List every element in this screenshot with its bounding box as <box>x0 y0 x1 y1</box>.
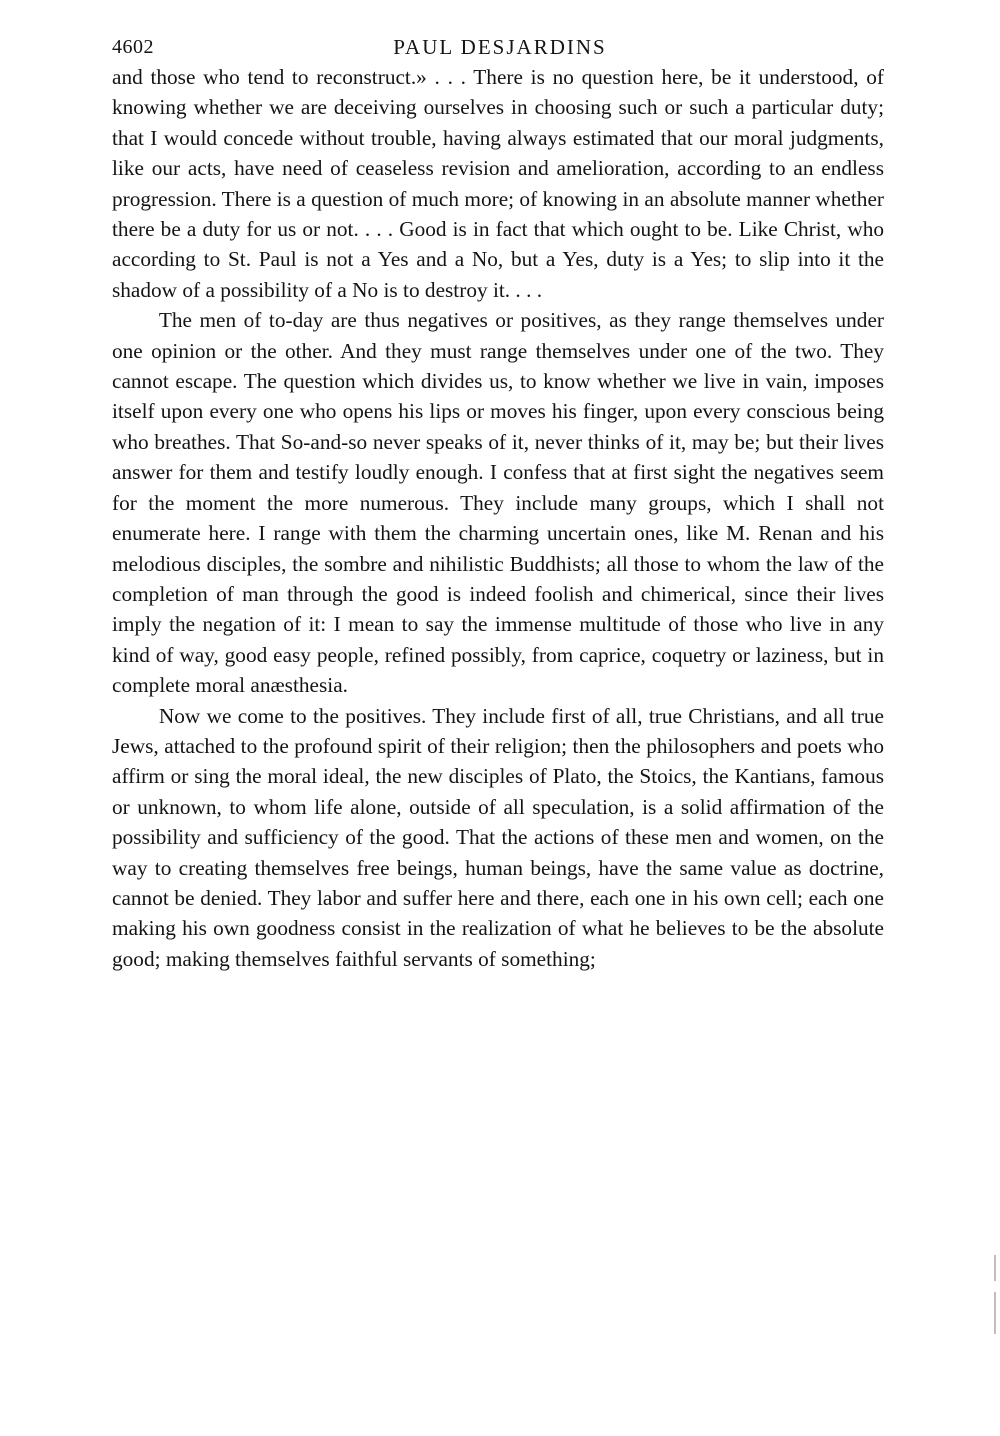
margin-artifact-upper <box>994 1255 996 1281</box>
page-header <box>0 18 1000 59</box>
running-head: PAUL DESJARDINS <box>393 35 607 59</box>
page-number: 4602 <box>112 36 154 58</box>
paragraph-2: The men of to-day are thus negatives or positives, as they range themselves under one opinion or the other. And they must range themselves under one of the two. They cannot escape. The question which divides us, to know whether we live in vain, imposes itself upon every one who opens his lips or moves his finger, upon every conscious being who breathes. That So-and-so never speaks of it, never thinks of it, may be; but their lives answer for them and testify loudly enough. I confess that at first sight the negatives seem for the moment the more numerous. They include many groups, which I shall not enumerate here. I range with them the charming uncertain ones, like M. Renan and his melodious disciples, the sombre and nihilistic Buddhists; all those to whom the law of the completion of man through the good is indeed foolish and chimerical, since their lives imply the negation of it: I mean to say the immense multitude of those who live in any kind of way, good easy people, refined possibly, from caprice, coquetry or laziness, but in complete moral anæsthesia. <box>112 308 884 698</box>
body-text <box>112 62 884 974</box>
paragraph-3: Now we come to the positives. They include first of all, true Christians, and all true Jews, attached to the profound spirit of their religion; then the philosophers and poets who affirm or sing the moral ideal, the new disciples of Plato, the Stoics, the Kantians, famous or unknown, to whom life alone, outside of all speculation, is a solid affirmation of the possibility and sufficiency of the good. That the actions of these men and women, on the way to creating themselves free beings, human beings, have the same value as doctrine, cannot be denied. They labor and suffer here and there, each one in his own cell; each one making his own goodness consist in the realization of what he believes to be the absolute good; making themselves faithful servants of something; <box>112 703 884 971</box>
margin-artifact-lower <box>994 1292 996 1334</box>
paragraph-1: and those who tend to reconstruct.» . . . There is no question here, be it understood, of knowing whether we are deceiving ourselves in choosing such or such a particular duty; that I would concede without trouble, having always estimated that our moral judgments, like our acts, have need of ceaseless revision and amelioration, according to an endless progression. There is a question of much more; of knowing in an absolute manner whether there be a duty for us or not. . . . Good is in fact that which ought to be. Like Christ, who according to St. Paul is not a Yes and a No, but a Yes, duty is a Yes; to slip into it the shadow of a possibility of a No is to destroy it. . . . <box>112 65 884 302</box>
